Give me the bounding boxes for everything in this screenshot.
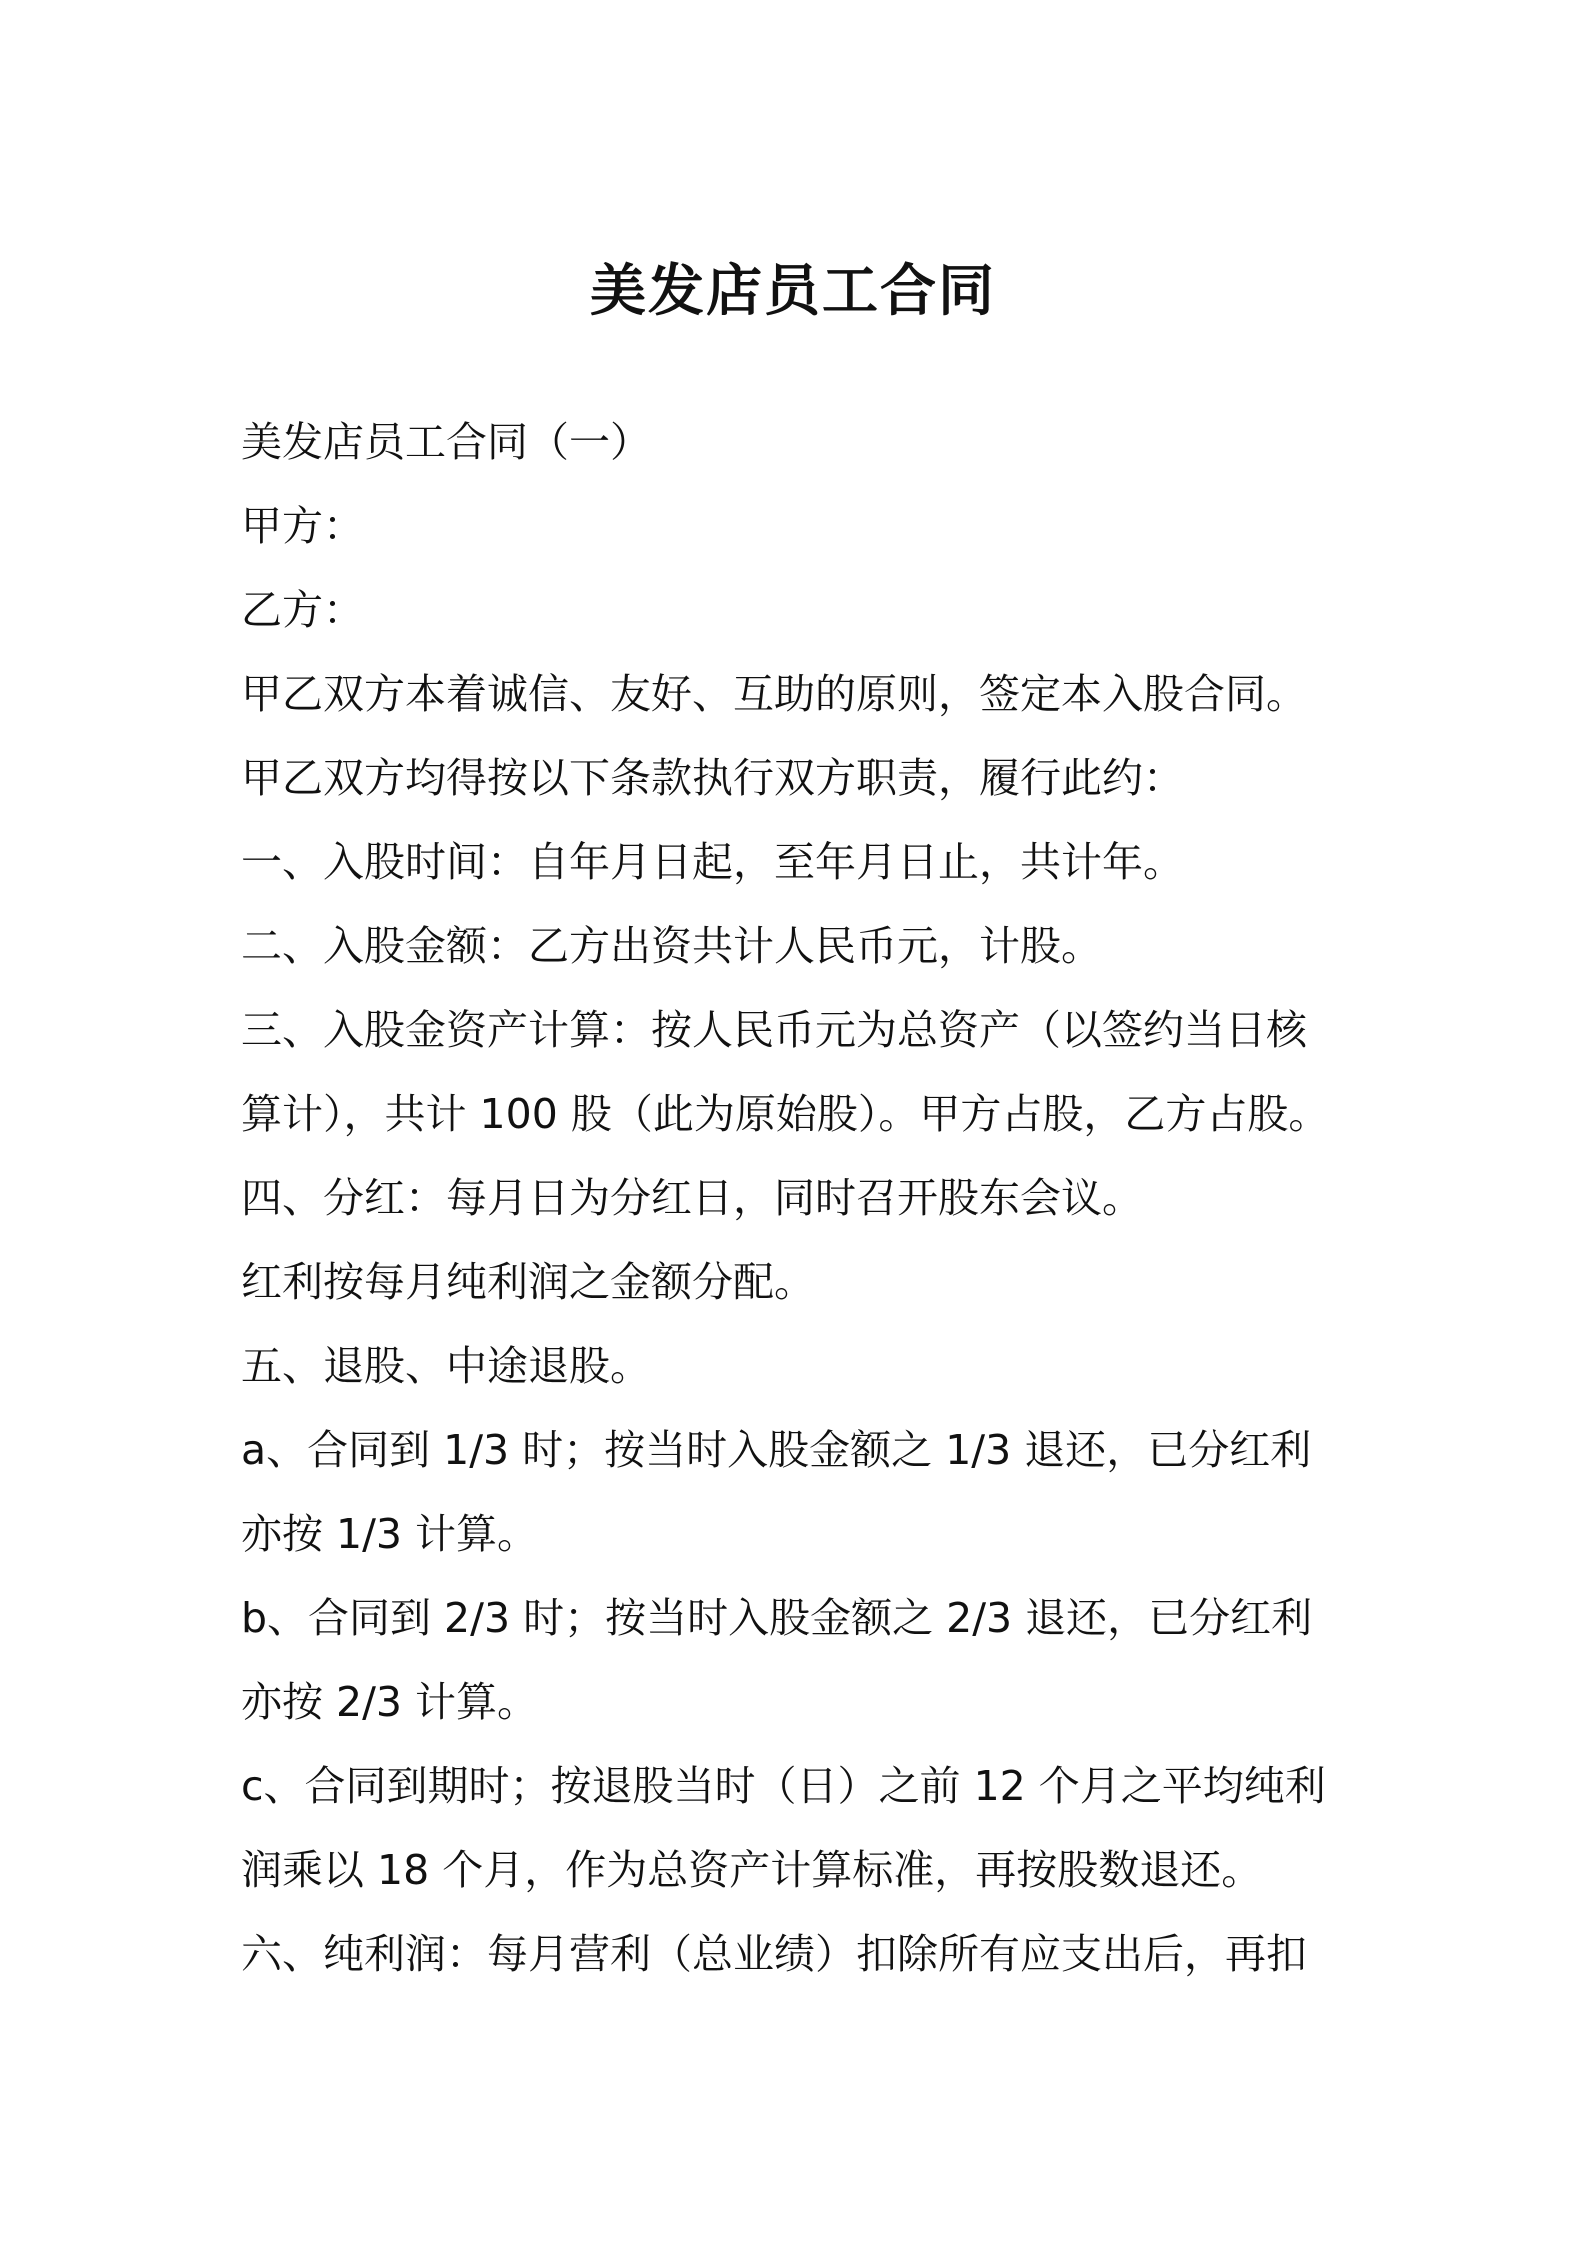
party-a-line: 甲方： bbox=[241, 502, 364, 550]
text-line: 甲乙双方均得按以下条款执行双方职责，履行此约： bbox=[241, 754, 1184, 802]
clause-line: 一、入股时间：自年月日起，至年月日止，共计年。 bbox=[241, 838, 1184, 886]
clause-line: 红利按每月纯利润之金额分配。 bbox=[241, 1258, 815, 1306]
clause-line: 润乘以 18 个月，作为总资产计算标准，再按股数退还。 bbox=[241, 1846, 1263, 1894]
party-b-line: 乙方： bbox=[241, 586, 364, 634]
clause-line: 三、入股金资产计算：按人民币元为总资产（以签约当日核 bbox=[241, 1006, 1307, 1054]
clause-line: c、合同到期时；按退股当时（日）之前 12 个月之平均纯利 bbox=[241, 1762, 1326, 1810]
clause-line: 四、分红：每月日为分红日，同时召开股东会议。 bbox=[241, 1174, 1143, 1222]
text-line: 甲乙双方本着诚信、友好、互助的原则，签定本入股合同。 bbox=[241, 670, 1307, 718]
clause-line: b、合同到 2/3 时；按当时入股金额之 2/3 退还，已分红利 bbox=[241, 1594, 1313, 1642]
clause-line: 五、退股、中途退股。 bbox=[241, 1342, 651, 1390]
clause-line: 算计），共计 100 股（此为原始股）。甲方占股，乙方占股。 bbox=[241, 1090, 1330, 1138]
section-heading: 美发店员工合同（一） bbox=[241, 418, 651, 466]
clause-line: a、合同到 1/3 时；按当时入股金额之 1/3 退还，已分红利 bbox=[241, 1426, 1312, 1474]
clause-line: 亦按 1/3 计算。 bbox=[241, 1510, 539, 1558]
clause-line: 二、入股金额：乙方出资共计人民币元，计股。 bbox=[241, 922, 1102, 970]
clause-line: 亦按 2/3 计算。 bbox=[241, 1678, 539, 1726]
document-body bbox=[241, 400, 1351, 1996]
document-title: 美发店员工合同 bbox=[590, 259, 996, 324]
clause-line: 六、纯利润：每月营利（总业绩）扣除所有应支出后，再扣 bbox=[241, 1930, 1307, 1978]
